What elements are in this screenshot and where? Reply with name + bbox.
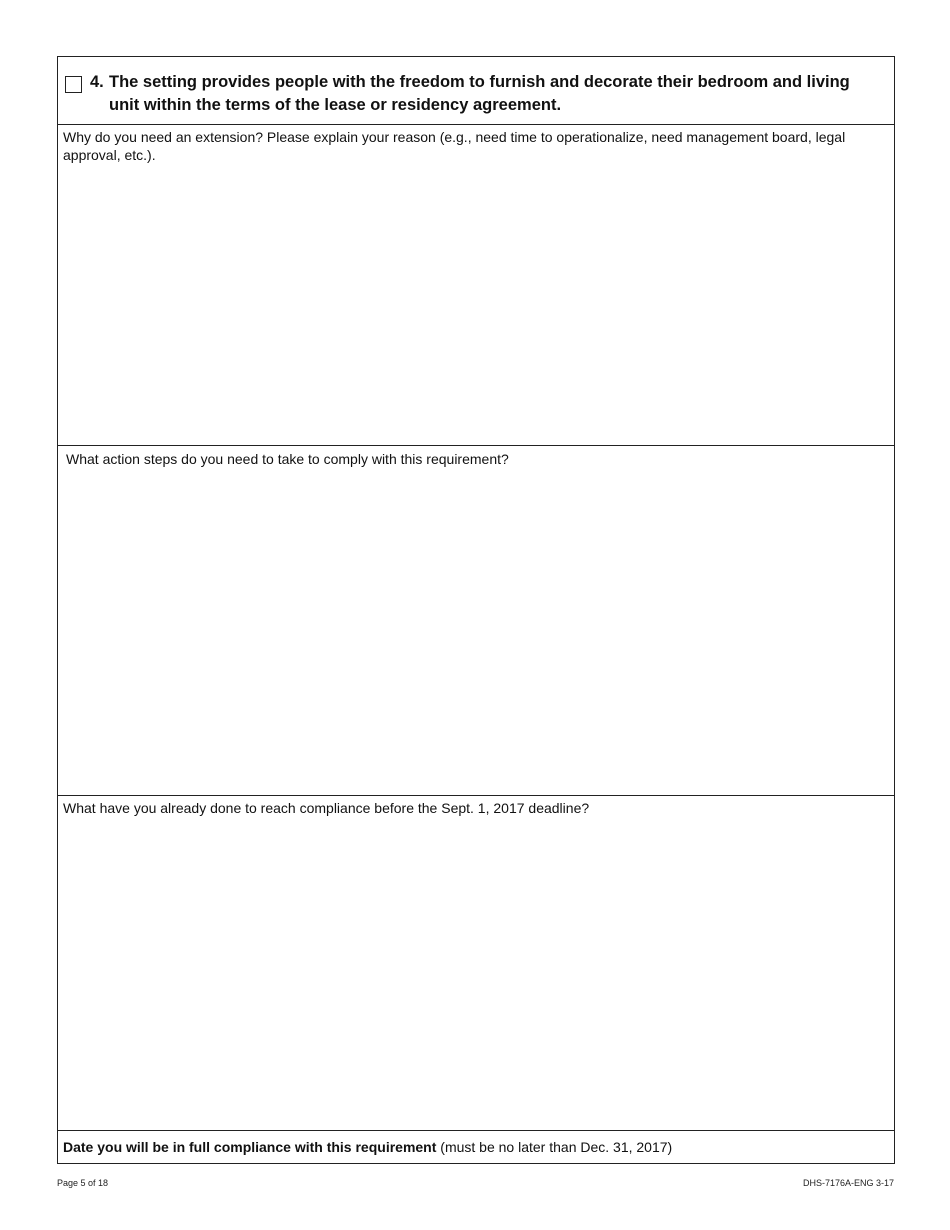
compliance-date-label <box>63 1138 672 1156</box>
requirement-title: The setting provides people with the freedom to furnish and decorate their bedroom and living unit within the terms of the lease or residency agreement. <box>109 73 850 114</box>
action-steps-field[interactable] <box>62 472 890 791</box>
extension-reason-field[interactable] <box>62 167 890 441</box>
page-number: Page 5 of 18 <box>57 1178 109 1188</box>
already-done-row <box>58 796 894 1131</box>
action-steps-label: What action steps do you need to take to comply with this requirement? <box>66 451 509 467</box>
compliance-date-label-note: (must be no later than Dec. 31, 2017) <box>436 1139 673 1155</box>
compliance-date-label-bold: Date you will be in full compliance with this requirement <box>63 1139 437 1155</box>
form-id: DHS-7176A-ENG 3-17 <box>802 1178 894 1188</box>
action-steps-row <box>58 446 894 796</box>
extension-reason-label: Why do you need an extension? Please explain your reason (e.g., need time to operationalize, need management board, legal approval, etc.). <box>63 129 846 163</box>
compliance-date-field[interactable] <box>708 1135 890 1161</box>
extension-reason-row <box>58 125 894 446</box>
already-done-field[interactable] <box>62 822 890 1126</box>
requirement-checkbox[interactable] <box>65 76 82 93</box>
requirement-form-table <box>57 56 895 1164</box>
compliance-date-row <box>58 1131 894 1163</box>
requirement-number: 4. <box>90 73 104 91</box>
already-done-label: What have you already done to reach compliance before the Sept. 1, 2017 deadline? <box>63 800 590 816</box>
requirement-header-row <box>58 57 894 125</box>
